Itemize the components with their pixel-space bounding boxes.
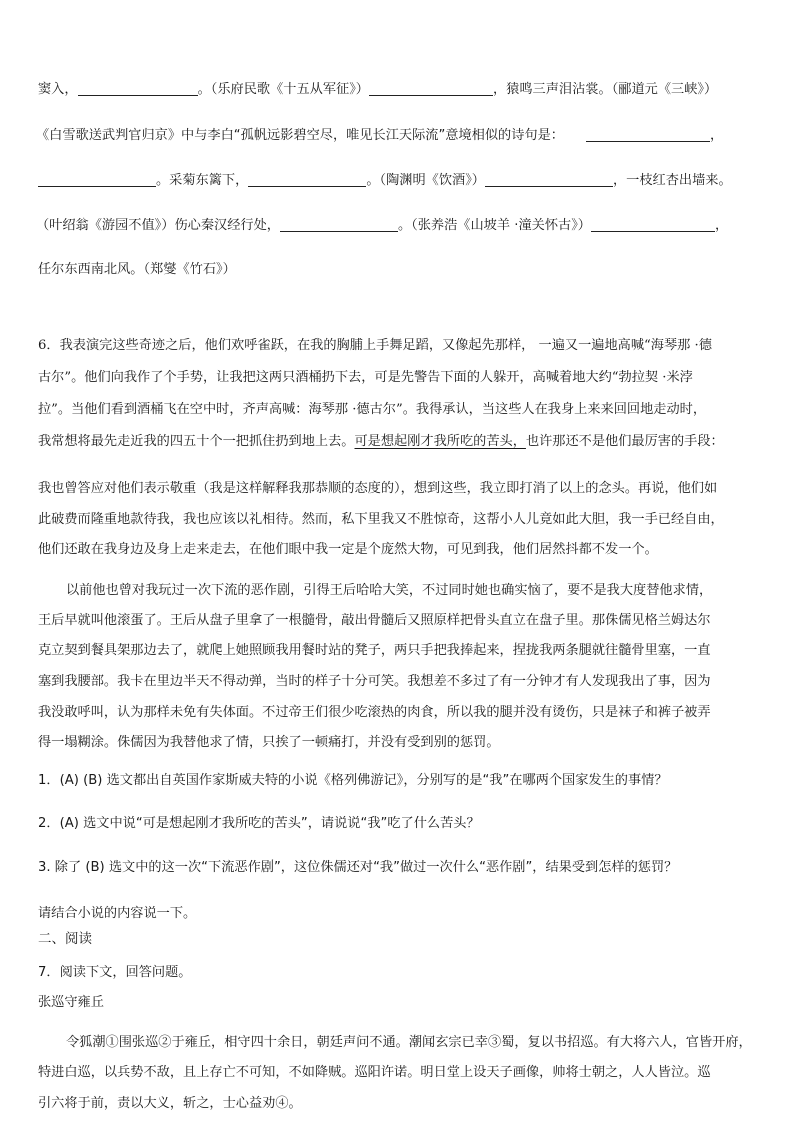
passage-b-line: 以前他也曾对我玩过一次下流的恶作剧，引得王后哈哈大笑，不过同时她也确实恼了，要不是我大度替他求情， xyxy=(66,583,713,598)
passage-a-line: 拉”。当他们看到酒桶飞在空中时，齐声高喊：海琴那 ·德古尔”。我得承认，当这些人在我身上来来回回地走动时， xyxy=(38,402,707,417)
classical-passage-line: 令狐潮①围张巡②于雍丘，相守四十余日，朝廷声问不通。潮闻玄宗已幸③蜀，复以书招巡。有大将六人，官皆开府， xyxy=(66,1035,752,1050)
text: ， xyxy=(714,218,729,233)
passage-b-line: 此破费而隆重地款待我，我也应该以礼相待。然而，私下里我又不胜惊奇，这帮小人儿竟如此大胆，我一手已经自由， xyxy=(38,512,724,527)
text: ， xyxy=(709,128,724,143)
text: 我常想将最先走近我的四五十个一把抓住扔到地上去。 xyxy=(38,434,355,449)
classical-passage-line: 引六将于前，责以大义，斩之，士心益劝④。 xyxy=(38,1096,302,1111)
question-1: 1．(A) (B) 选文都出自英国作家斯威夫特的小说《格列佛游记》，分别写的是“我”在哪两个国家发生的事情？ xyxy=(38,773,668,788)
poetry-line-2 xyxy=(36,126,723,146)
text: （叶绍翁《游园不值》）伤心秦汉经行处， xyxy=(36,218,280,233)
passage-title: 张巡守雍丘 xyxy=(38,995,104,1010)
poetry-line-4 xyxy=(36,216,728,236)
poetry-line-1 xyxy=(38,80,717,100)
answer-blank[interactable] xyxy=(586,127,710,142)
answer-blank[interactable] xyxy=(38,172,156,187)
question-2: 2．(A) 选文中说“可是想起刚才我所吃的苦头”，请说说“我”吃了什么苦头？ xyxy=(38,816,480,831)
passage-b-line: 王后早就叫他滚蛋了。王后从盘子里拿了一根髓骨，敲出骨髓后又照原样把骨头直立在盘子里。那侏儒见格兰姆达尔 xyxy=(38,613,711,628)
passage-b-line: 克立契到餐具架那边去了，就爬上她照顾我用餐时站的凳子，两只手把我捧起来，捏拢我两条腿就往髓骨里塞，一直 xyxy=(38,643,711,658)
text: 也许那还不是他们最厉害的手段： xyxy=(525,434,724,449)
question-7: 7．阅读下文，回答问题。 xyxy=(38,965,192,980)
text: 窦入， xyxy=(38,82,78,97)
section-heading: 二、阅读 xyxy=(38,931,92,947)
passage-b-line: 他们还敢在我身边及身上走来走去，在他们眼中我一定是个庞然大物，可见到我，他们居然抖都不发一个。 xyxy=(38,542,658,557)
question-3: 3. 除了 (B) 选文中的这一次“下流恶作剧”，这位侏儒还对“我”做过一次什么“恶作剧”，结果受到怎样的惩罚？ xyxy=(38,860,678,875)
passage-a-line: 6．我表演完这些奇迹之后，他们欢呼雀跃，在我的胸脯上手舞足蹈，又像起先那样， 一遍又一遍地高喊“海琴那 ·德 xyxy=(38,338,712,353)
poetry-line-5: 任尔东西南北风。（郑燮《竹石》） xyxy=(38,262,236,277)
text: 。采菊东篱下， xyxy=(156,173,249,188)
text: ，一枝红杏出墙来。 xyxy=(613,173,732,188)
answer-blank[interactable] xyxy=(369,81,493,96)
passage-a-line: 古尔”。他们向我作了个手势，让我把这两只酒桶扔下去，可是先警告下面的人躲开，高喊着地大约“勃拉契 ·米浡 xyxy=(38,370,693,385)
passage-b-line: 得一塌糊涂。侏儒因为我替他求了情，只挨了一顿痛打，并没有受到别的惩罚。 xyxy=(38,735,500,750)
passage-b-line: 我没敢呼叫，认为那样未免有失体面。不过帝王们很少吃滚热的肉食，所以我的腿并没有烫伤，只是袜子和裤子被弄 xyxy=(38,705,711,720)
passage-b-line: 塞到我腰部。我卡在里边半天不得动弹，当时的样子十分可笑。我想差不多过了有一分钟才有人发现我出了事，因为 xyxy=(38,674,711,689)
passage-a-line xyxy=(38,432,724,452)
answer-blank[interactable] xyxy=(280,217,398,232)
poetry-line-3 xyxy=(38,171,732,191)
text: 。（乐府民歌《十五从军征》） xyxy=(197,82,369,97)
text: 。（陶渊明《饮酒》） xyxy=(366,173,485,188)
question-3-continued: 请结合小说的内容说一下。 xyxy=(38,906,197,921)
answer-blank[interactable] xyxy=(485,172,613,187)
text: ，猿鸣三声泪沾裳。（郦道元《三峡》） xyxy=(493,82,718,97)
underlined-phrase: 可是想起刚才我所吃的苦头， xyxy=(354,434,526,449)
answer-blank[interactable] xyxy=(78,81,198,96)
text: 。（张养浩《山坡羊 ·潼关怀古》） xyxy=(397,218,591,233)
answer-blank[interactable] xyxy=(591,217,715,232)
text: 《白雪歌送武判官归京》中与李白“孤帆远影碧空尽，唯见长江天际流”意境相似的诗句是： xyxy=(36,128,564,143)
classical-passage-line: 特进白巡，以兵势不敌，且上存亡不可知，不如降贼。巡阳许诺。明日堂上设天子画像，帅将士朝之，人人皆泣。巡 xyxy=(38,1065,711,1080)
answer-blank[interactable] xyxy=(248,172,366,187)
passage-b-line: 我也曾答应对他们表示敬重（我是这样解释我那恭顺的态度的），想到这些，我立即打消了以上的念头。再说，他们如 xyxy=(38,481,718,496)
